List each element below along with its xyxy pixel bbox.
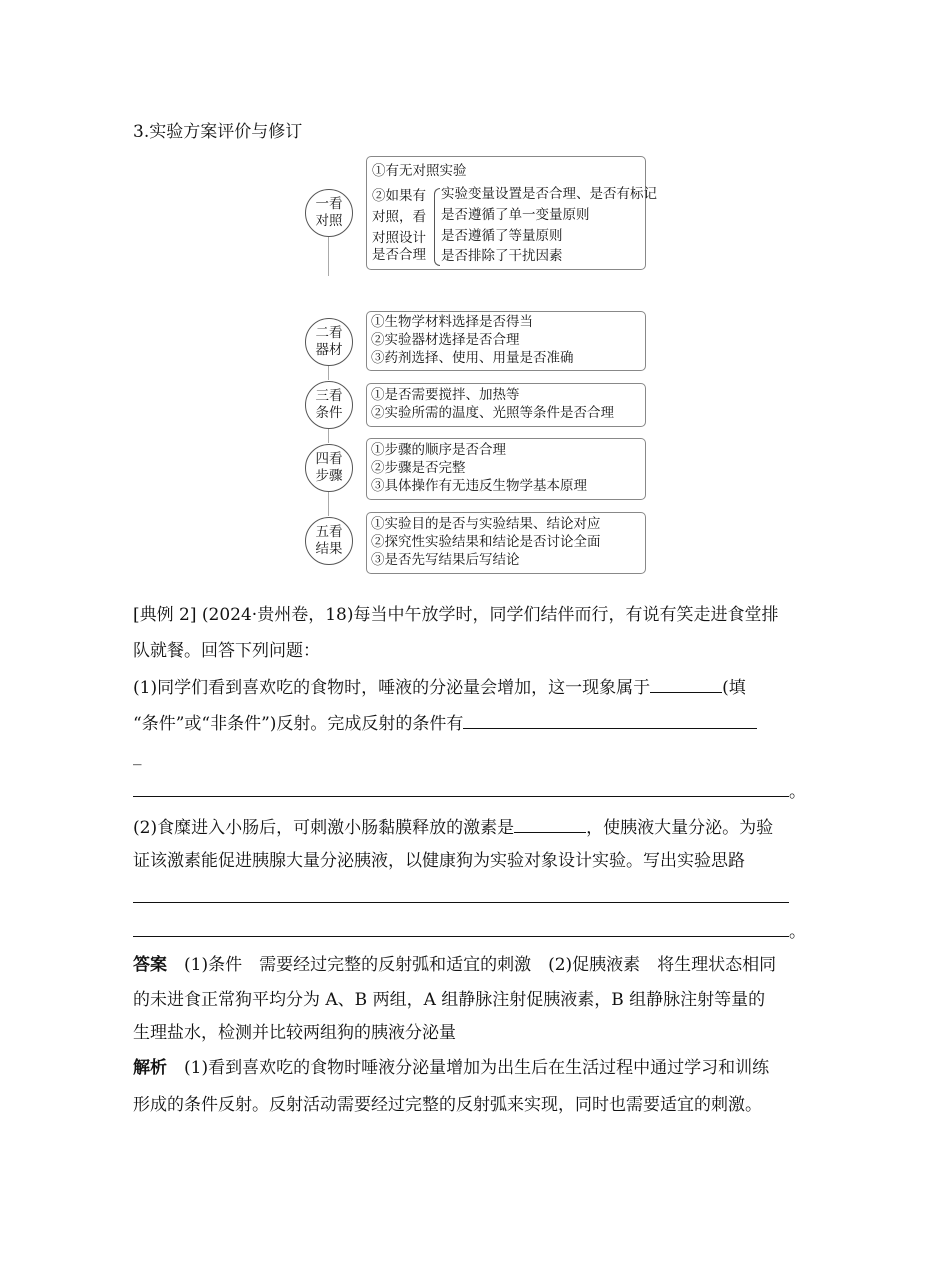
question-2-line-3	[133, 884, 789, 910]
question-1-dash: _	[133, 746, 142, 766]
question-1-line-1: (1)同学们看到喜欢吃的食物时，唾液的分泌量会增加，这一现象属于 (填	[133, 674, 746, 700]
answer-line-2: 的未进食正常狗平均分为 A、B 两组，A 组静脉注射促胰液素，B 组静脉注射等量的	[133, 990, 766, 1010]
answer-blank[interactable]	[133, 884, 789, 903]
diagram-item: 是否排除了干扰因素	[441, 248, 563, 264]
answer-label: 答案	[133, 955, 167, 975]
diagram-item: ①实验目的是否与实验结果、结论对应	[371, 516, 601, 532]
diagram-item: ①有无对照实验	[372, 163, 467, 179]
diagram-item: 实验变量设置是否合理、是否有标记	[441, 186, 657, 202]
connector-line	[328, 364, 329, 380]
answer-blank[interactable]	[650, 674, 722, 693]
diagram-label: 是否合理	[372, 247, 426, 263]
diagram-node-3: 三看 条件	[305, 381, 353, 429]
diagram-item: ①生物学材料选择是否得当	[371, 314, 533, 330]
diagram-item: ①步骤的顺序是否合理	[371, 442, 506, 458]
example-line-1: [典例 2] (2024·贵州卷，18)每当中午放学时，同学们结伴而行，有说有笑走进食堂排	[133, 605, 779, 625]
answer-line-3: 生理盐水，检测并比较两组狗的胰液分泌量	[133, 1023, 456, 1043]
diagram-node-2: 二看 器材	[305, 318, 353, 366]
diagram-item: ②实验器材选择是否合理	[371, 332, 520, 348]
question-1-line-2: “条件”或“非条件”)反射。完成反射的条件有	[133, 710, 757, 736]
analysis-line-1: 解析 (1)看到喜欢吃的食物时唾液分泌量增加为出生后在生活过程中通过学习和训练	[133, 1058, 770, 1078]
section-title: 3.实验方案评价与修订	[133, 122, 303, 142]
answer-blank[interactable]	[133, 918, 789, 937]
analysis-line-2: 形成的条件反射。反射活动需要经过完整的反射弧来实现，同时也需要适宜的刺激。	[133, 1095, 762, 1115]
question-1-line-3: 。	[133, 778, 806, 804]
diagram-item: ③药剂选择、使用、用量是否准确	[371, 350, 574, 366]
brace	[434, 188, 440, 266]
diagram-label: 对照设计	[372, 230, 426, 246]
question-2-line-4: 。	[133, 918, 806, 944]
diagram-item: 是否遵循了单一变量原则	[441, 207, 590, 223]
connector-line	[328, 427, 329, 443]
example-tag: [典例 2]	[133, 605, 197, 625]
diagram-item: ②实验所需的温度、光照等条件是否合理	[371, 405, 614, 421]
diagram-item: 是否遵循了等量原则	[441, 228, 563, 244]
connector-line	[328, 490, 329, 516]
diagram-label: ②如果有	[372, 188, 426, 204]
answer-line-1: 答案 (1)条件 需要经过完整的反射弧和适宜的刺激 (2)促胰液素 将生理状态相同	[133, 955, 777, 975]
diagram-item: ③具体操作有无违反生物学基本原理	[371, 478, 587, 494]
answer-blank[interactable]	[463, 710, 757, 729]
analysis-label: 解析	[133, 1058, 167, 1078]
question-2-line-1: (2)食糜进入小肠后，可刺激小肠黏膜释放的激素是 ，使胰液大量分泌。为验	[133, 814, 773, 840]
diagram-node-4: 四看 步骤	[305, 444, 353, 492]
diagram-node-5: 五看 结果	[305, 517, 353, 565]
diagram-item: ②步骤是否完整	[371, 460, 466, 476]
answer-blank[interactable]	[133, 778, 789, 797]
answer-blank[interactable]	[514, 814, 586, 833]
diagram-item: ①是否需要搅拌、加热等	[371, 387, 520, 403]
diagram-node-1: 一看 对照	[305, 189, 353, 237]
diagram-item: ③是否先写结果后写结论	[371, 552, 520, 568]
question-2-line-2: 证该激素能促进胰腺大量分泌胰液，以健康狗为实验对象设计实验。写出实验思路	[133, 851, 745, 871]
diagram-label: 对照，看	[372, 209, 426, 225]
example-line-2: 队就餐。回答下列问题：	[133, 641, 320, 661]
diagram-item: ②探究性实验结果和结论是否讨论全面	[371, 534, 601, 550]
connector-line	[328, 236, 329, 276]
